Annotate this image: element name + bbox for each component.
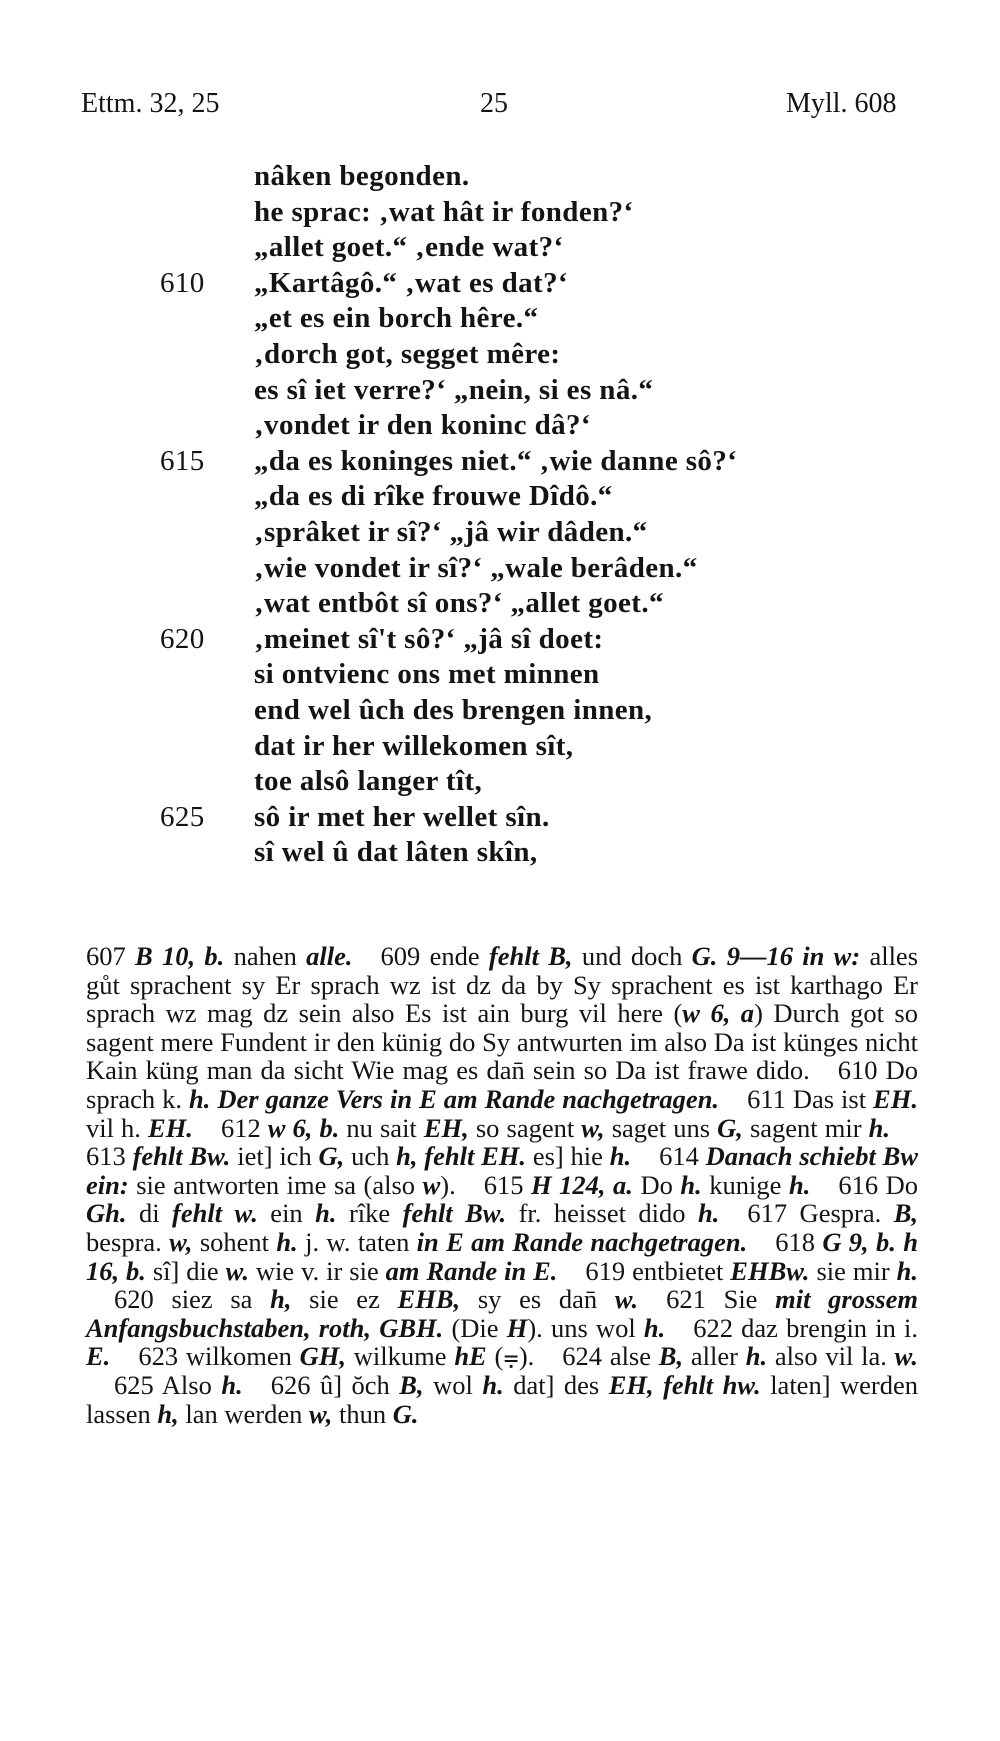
- note-siglum: w,: [169, 1226, 193, 1257]
- verse-line: [0, 267, 1000, 303]
- note-siglum: alle.: [306, 941, 353, 971]
- critical-apparatus: [86, 942, 918, 1428]
- note-siglum: B 10, b.: [135, 941, 225, 971]
- note-text: 619 entbietet: [585, 1255, 731, 1286]
- note-siglum: G,: [717, 1112, 743, 1143]
- note-siglum: GH,: [299, 1341, 346, 1372]
- note-siglum: w.: [225, 1255, 249, 1286]
- note-siglum: H: [506, 1312, 528, 1343]
- note-text: 612: [220, 1112, 268, 1143]
- verse-line: [0, 765, 1000, 801]
- note-siglum: in E am Rande nachgetragen.: [416, 1226, 748, 1257]
- verse-line-text: he sprac: ‚wat hât ir fonden?‘: [254, 195, 634, 228]
- note-text: lan werden: [178, 1398, 310, 1429]
- note-text: Do: [632, 1169, 681, 1200]
- note-siglum: B,: [399, 1369, 424, 1400]
- note-text: es] hie: [526, 1141, 610, 1172]
- verse-line: [0, 196, 1000, 232]
- note-siglum: h.: [745, 1341, 768, 1372]
- note-text: sohent: [192, 1226, 277, 1257]
- note-text: 621 Sie: [666, 1284, 776, 1315]
- note-text: 618: [775, 1226, 823, 1257]
- note-text: ) Durch got so sagent mere Fundent ir den künig do Sy antwurten im also Da ist künges nicht Kain küng man da sicht Wie mag es dan̄ sein so Da ist frawe dido.: [86, 998, 918, 1086]
- note-text: 613: [86, 1141, 133, 1172]
- verse-line-text: „da es koninges niet.“ ‚wie danne sô?‘: [254, 444, 738, 477]
- note-siglum: EH.: [148, 1112, 193, 1143]
- note-text: sy es dan̄: [460, 1284, 615, 1315]
- verse-line-text: ‚wie vondet ir sî?‘ „wale berâden.“: [254, 551, 698, 584]
- verse-line: [0, 836, 1000, 872]
- note-text: uch: [344, 1141, 397, 1172]
- note-text: (⩦).: [486, 1341, 535, 1372]
- note-siglum: w: [422, 1169, 441, 1200]
- note-text: dat] des: [503, 1369, 609, 1400]
- note-text: sie antworten ime sa (also: [128, 1169, 423, 1200]
- verse-line-text: ‚sprâket ir sî?‘ „jâ wir dâden.“: [254, 515, 648, 548]
- note-text: 610 Do sprach k.: [86, 1055, 918, 1114]
- verse-line-text: „Kartâgô.“ ‚wat es dat?‘: [254, 266, 569, 299]
- note-text: und doch: [572, 941, 692, 971]
- note-text: vil h.: [86, 1112, 149, 1143]
- note-siglum: h.: [482, 1369, 504, 1400]
- verse-line-text: si ontvienc ons met minnen: [254, 658, 600, 691]
- line-number: 625: [160, 800, 205, 833]
- note-text: 626 û] ŏch: [270, 1369, 400, 1400]
- note-text: 611 Das ist: [747, 1083, 874, 1114]
- verse-line-text: toe alsô langer tît,: [254, 765, 483, 798]
- note-siglum: h.: [680, 1169, 702, 1200]
- note-siglum: Danach schiebt Bw ein:: [86, 1141, 919, 1200]
- page-number: 25: [480, 88, 508, 119]
- note-text: sie ez: [291, 1284, 398, 1315]
- note-text: rîke: [336, 1198, 403, 1229]
- header-right-reference: Myll. 608: [786, 88, 897, 119]
- verse-line-text: „da es di rîke frouwe Dîdô.“: [254, 480, 613, 513]
- note-text: also vil la.: [767, 1341, 895, 1372]
- note-siglum: EH,: [423, 1112, 469, 1143]
- note-siglum: E.: [86, 1341, 111, 1372]
- note-text: nahen: [224, 941, 307, 971]
- line-number: 615: [160, 444, 205, 477]
- verse-line: [0, 160, 1000, 196]
- line-number: 610: [160, 266, 205, 299]
- note-text: iet] ich: [230, 1141, 319, 1172]
- verse-line-text: sô ir met her wellet sîn.: [254, 800, 550, 833]
- note-text: sie mir: [809, 1255, 897, 1286]
- note-siglum: w 6, b.: [267, 1112, 340, 1143]
- verse-line: [0, 480, 1000, 516]
- verse-line: [0, 409, 1000, 445]
- note-siglum: fehlt Bw.: [132, 1141, 231, 1172]
- note-text: 625 Also: [114, 1369, 222, 1400]
- verse-line: [0, 338, 1000, 374]
- verse-line: [0, 730, 1000, 766]
- line-number: 620: [160, 622, 205, 655]
- note-text: sî] die: [145, 1255, 226, 1286]
- note-siglum: H 124, a.: [531, 1169, 633, 1200]
- note-text: 624 alse: [562, 1341, 659, 1372]
- verse-line: [0, 231, 1000, 267]
- verse-line-text: dat ir her willekomen sît,: [254, 729, 574, 762]
- note-siglum: mit grossem Anfangsbuchstaben, roth, GBH.: [86, 1284, 918, 1343]
- note-siglum: am Rande in E.: [385, 1255, 558, 1286]
- note-text: saget uns: [604, 1112, 718, 1143]
- note-siglum: EH, fehlt hw.: [608, 1369, 761, 1400]
- note-siglum: fehlt B,: [488, 941, 573, 971]
- note-siglum: h,: [270, 1284, 292, 1315]
- running-header: [0, 88, 1000, 124]
- note-text: di: [126, 1198, 173, 1229]
- note-text: sagent mir: [742, 1112, 869, 1143]
- note-siglum: B,: [893, 1198, 918, 1229]
- verse-line-text: sî wel û dat lâten skîn,: [254, 836, 538, 869]
- note-siglum: w.: [894, 1341, 918, 1372]
- note-text: 617 Gespra.: [747, 1198, 894, 1229]
- verse-text: [0, 160, 1000, 872]
- note-siglum: h.: [697, 1198, 720, 1229]
- verse-line-text: es sî iet verre?‘ „nein, si es nâ.“: [254, 373, 654, 406]
- apparatus-paragraph: [86, 942, 918, 1428]
- verse-line-text: ‚meinet sî't sô?‘ „jâ sî doet:: [254, 622, 604, 655]
- note-siglum: hE: [454, 1341, 487, 1372]
- note-siglum: w 6, a: [682, 998, 755, 1029]
- verse-line: [0, 374, 1000, 410]
- note-siglum: G 9, b. h 16, b.: [86, 1226, 918, 1286]
- note-text: 614: [659, 1141, 706, 1172]
- note-siglum: h.: [896, 1255, 918, 1286]
- note-text: 615: [483, 1169, 532, 1200]
- verse-line: [0, 445, 1000, 481]
- note-text: 609 ende: [380, 941, 489, 971]
- note-siglum: h.: [609, 1141, 632, 1172]
- note-text: laten] werden lassen: [86, 1369, 918, 1429]
- note-siglum: h.: [315, 1198, 337, 1229]
- note-siglum: w,: [581, 1112, 605, 1143]
- note-text: 607: [86, 941, 136, 971]
- verse-line-text: nâken begonden.: [254, 160, 470, 192]
- note-siglum: EHBw.: [730, 1255, 810, 1286]
- verse-line: [0, 552, 1000, 588]
- note-siglum: h.: [868, 1112, 890, 1143]
- note-text: ein: [257, 1198, 316, 1229]
- note-text: kunige: [701, 1169, 789, 1200]
- header-left-reference: Ettm. 32, 25: [81, 88, 220, 119]
- note-text: 616 Do: [838, 1169, 918, 1200]
- verse-line-text: „et es ein borch hêre.“: [254, 302, 539, 335]
- note-text: bespra.: [86, 1226, 170, 1257]
- verse-line: [0, 658, 1000, 694]
- note-siglum: G.: [392, 1398, 419, 1429]
- note-text: fr. heisset dido: [506, 1198, 698, 1229]
- note-siglum: B,: [658, 1341, 684, 1372]
- note-text: wilkume: [346, 1341, 455, 1372]
- verse-line: [0, 587, 1000, 623]
- note-siglum: w.: [614, 1284, 639, 1315]
- note-siglum: h.: [276, 1226, 298, 1257]
- note-siglum: w,: [309, 1398, 333, 1429]
- note-text: wie v. ir sie: [248, 1255, 386, 1286]
- verse-line: [0, 801, 1000, 837]
- verse-line-text: ‚dorch got, segget mêre:: [254, 337, 561, 370]
- verse-line-text: ‚wat entbôt sî ons?‘ „allet goet.“: [254, 587, 664, 620]
- note-siglum: h.: [643, 1312, 666, 1343]
- note-siglum: h, fehlt EH.: [396, 1141, 527, 1172]
- verse-line: [0, 694, 1000, 730]
- note-text: wol: [423, 1369, 483, 1400]
- note-siglum: fehlt Bw.: [402, 1198, 507, 1229]
- note-text: 620 siez sa: [114, 1284, 271, 1315]
- note-siglum: G. 9—16 in w:: [691, 941, 861, 971]
- note-text: (Die: [443, 1312, 507, 1343]
- note-siglum: Gh.: [86, 1198, 127, 1229]
- verse-line: [0, 623, 1000, 659]
- note-siglum: h.: [788, 1169, 811, 1200]
- note-text: ). uns wol: [527, 1312, 644, 1343]
- note-text: j. w. taten: [297, 1226, 417, 1257]
- note-text: thun: [332, 1398, 393, 1429]
- note-text: nu sait: [339, 1112, 424, 1143]
- verse-line-text: ‚vondet ir den koninc dâ?‘: [254, 409, 591, 442]
- note-text: 623 wilkomen: [138, 1341, 300, 1372]
- note-text: so sagent: [468, 1112, 582, 1143]
- note-text: ).: [440, 1169, 456, 1200]
- note-siglum: h,: [157, 1398, 179, 1429]
- note-siglum: G,: [318, 1141, 345, 1172]
- verse-line-text: „allet goet.“ ‚ende wat?‘: [254, 231, 564, 264]
- note-siglum: EH.: [873, 1083, 918, 1114]
- note-text: 622 daz brengin in i.: [693, 1312, 918, 1343]
- note-text: aller: [683, 1341, 746, 1372]
- note-siglum: h. Der ganze Vers in E am Rande nachgetragen.: [189, 1083, 720, 1114]
- verse-line: [0, 302, 1000, 338]
- verse-line-text: end wel ûch des brengen innen,: [254, 693, 653, 726]
- note-siglum: fehlt w.: [172, 1198, 258, 1229]
- note-siglum: EHB,: [397, 1284, 461, 1315]
- verse-line: [0, 516, 1000, 552]
- note-text: alles gůt sprachent sy Er sprach wz ist dz da by Sy sprachent es ist karthago Er sprach wz mag dz sein also Es ist ain burg vil here (: [86, 941, 919, 1029]
- note-siglum: h.: [221, 1369, 243, 1400]
